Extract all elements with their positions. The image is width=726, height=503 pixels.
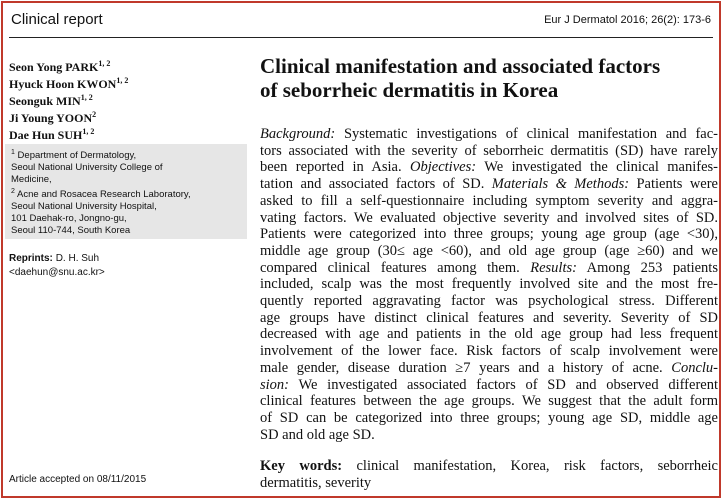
author: Hyuck Hoon KWON$^{1, 2}$	[9, 76, 129, 91]
affiliation-line: Medicine,	[11, 174, 52, 186]
abstract-line: vating factors. We evaluated objective severity and involved sites of SD.	[260, 209, 718, 226]
reprints-name: D. H. Suh	[55, 253, 100, 264]
affiliation-line: $^1$ Department of Dermatology,	[11, 149, 137, 162]
abstract-line: tation and associated factors of SD. Materials & Methods: Patients were	[260, 176, 718, 193]
abstract-line: age groups have distinct clinical features and severity. Severity of SD	[260, 309, 718, 326]
author: Seonguk MIN$^{1, 2}$	[9, 93, 93, 108]
abstract-line: middle age group (30≤ age <60), and old age group (age ≥60) and we	[260, 242, 718, 259]
abstract-line: asked to fill a self-questionnaire including symptom severity and aggra-	[260, 192, 718, 209]
author: Seon Yong PARK$^{1, 2}$	[9, 59, 111, 74]
abstract-line: male gender, disease duration ≥7 years and a history of acne. Conclu-	[260, 359, 718, 376]
affiliation-line: Seoul National University College of	[11, 162, 163, 174]
affiliations-box	[5, 144, 247, 239]
keywords-line: dermatitis, severity	[260, 474, 372, 491]
keywords	[260, 458, 718, 491]
abstract-line: quently reported aggravating factor was psychological stress. Different	[260, 293, 718, 310]
author: Ji Young YOON$^2$	[9, 110, 97, 125]
abstract-line: of SD can be categorized into three groups; young age SD, middle age	[260, 409, 718, 426]
abstract-line: SD and old age SD.	[260, 426, 375, 443]
abstract-line: sion: We investigated associated factors of SD and observed different	[260, 376, 718, 393]
affiliation-line: 101 Daehak-ro, Jongno-gu,	[11, 213, 127, 225]
reprints-info	[9, 252, 105, 280]
affiliation-line: Seoul National University Hospital,	[11, 201, 157, 213]
abstract-line: decreased with age and patients in the old age group had less frequent	[260, 326, 718, 343]
author-list	[9, 57, 128, 142]
abstract-line: included, scalp was the most frequently involved site and the most fre-	[260, 276, 718, 293]
abstract-line: Background: Systematic investigations of clinical manifestation and fac-	[260, 126, 718, 142]
author: Dae Hun SUH$^{1, 2}$	[9, 127, 95, 142]
accepted-date: Article accepted on 08/11/2015	[9, 474, 147, 485]
abstract	[260, 126, 718, 443]
abstract-line: been reported in Asia. Objectives: We investigated the clinical manifes-	[260, 159, 718, 176]
journal-citation: Eur J Dermatol 2016; 26(2): 173-6	[544, 14, 711, 26]
abstract-line: involvement of the lower face. Risk factors of scalp involvement were	[260, 343, 718, 360]
keywords-line: Key words: clinical manifestation, Korea, risk factors, seborrheic	[260, 458, 718, 474]
page-header	[9, 9, 713, 38]
abstract-line: clinical features between the age groups. We suggest that the adult form	[260, 393, 718, 410]
abstract-line: tors associated with the severity of seborrheic dermatitis (SD) have rarely	[260, 142, 718, 159]
affiliation-line: $^2$ Acne and Rosacea Research Laboratory,	[11, 188, 191, 201]
reprints-label: Reprints:	[9, 253, 53, 264]
section-label: Clinical report	[11, 11, 103, 28]
reprints-email[interactable]: <daehun@snu.ac.kr>	[9, 267, 105, 278]
abstract-line: Patients were categorized into three groups; young age group (age <30),	[260, 226, 718, 243]
article-title: Clinical manifestation and associated factors of seborrheic dermatitis in Korea	[260, 54, 661, 102]
abstract-line: compared clinical features among them. Results: Among 253 patients	[260, 259, 718, 276]
affiliation-line: Seoul 110-744, South Korea	[11, 225, 131, 237]
article-page	[1, 1, 721, 498]
